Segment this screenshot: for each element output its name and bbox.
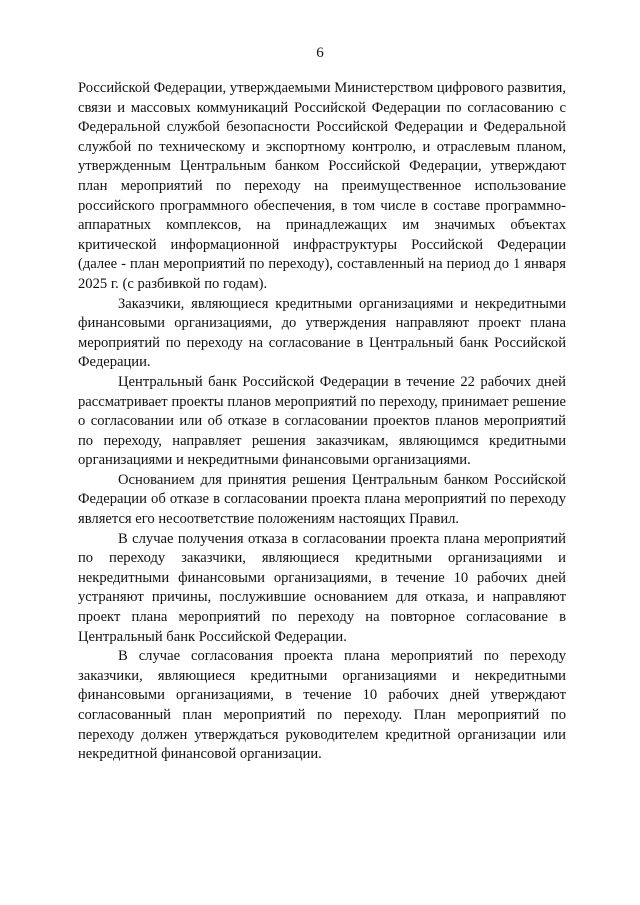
document-body	[78, 79, 566, 765]
page-number: 6	[316, 45, 324, 61]
paragraph-refusal-grounds: Основанием для принятия решения Центральным банком Российской Федерации об отказе в согласовании проекта плана мероприятий по переходу является его несоответствие положениям настоящих Правил.	[78, 471, 566, 528]
paragraph-submission-for-approval: Заказчики, являющиеся кредитными организациями и некредитными финансовыми организациями, до утверждения направляют проект плана мероприятий по переходу на согласование в Центральный банк Российской Федерации.	[78, 295, 566, 371]
paragraph-continuation: Российской Федерации, утверждаемыми Министерством цифрового развития, связи и массовых коммуникаций Российской Федерации по согласованию с Федеральной службой безопасности Российской Федерации и Федеральной службой по техническому и экспортному контролю, и отраслевым планом, утвержденным Центральным банком Российской Федерации, утверждают план мероприятий по переходу на преимущественное использование российского программного обеспечения, в том числе в составе программно-аппаратных комплексов, на принадлежащих им значимых объектах критической информационной инфраструктуры Российской Федерации (далее - план мероприятий по переходу), составленный на период до 1 января 2025 г. (с разбивкой по годам).	[78, 80, 566, 292]
paragraph-approved-plan: В случае согласования проекта плана мероприятий по переходу заказчики, являющиеся кредитными организациями и некредитными финансовыми организациями, в течение 10 рабочих дней утверждают согласованный план мероприятий по переходу. План мероприятий по переходу должен утверждаться руководителем кредитной организации или некредитной финансовой организации.	[78, 648, 566, 763]
paragraph-refusal-resubmission: В случае получения отказа в согласовании проекта плана мероприятий по переходу заказчики, являющиеся кредитными организациями и некредитными финансовыми организациями, в течение 10 рабочих дней устраняют причины, послужившие основанием для отказа, и направляют проект плана мероприятий по переходу на повторное согласование в Центральный банк Российской Федерации.	[78, 530, 566, 645]
paragraph-central-bank-review: Центральный банк Российской Федерации в течение 22 рабочих дней рассматривает проекты планов мероприятий по переходу, принимает решение о согласовании или об отказе в согласовании проектов планов мероприятий по переходу, направляет решения заказчикам, являющимся кредитными организациями и некредитными финансовыми организациями.	[78, 373, 566, 469]
